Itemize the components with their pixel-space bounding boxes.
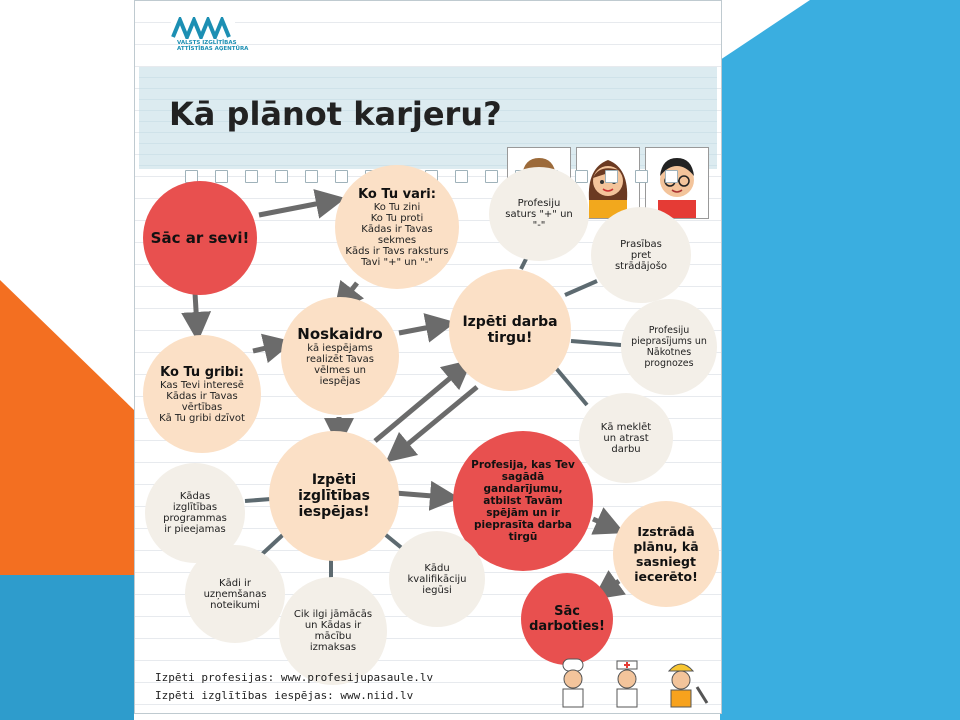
education-node	[269, 431, 399, 561]
logo-text-2: ATTĪSTĪBAS AĢENTŪRA	[177, 46, 249, 52]
act-label: Sāc darboties!	[529, 604, 605, 634]
profession-label: Profesija, kas Tev sagādā gandarījumu, atbilst Tavām spējām un ir pieprasīta darba tirgū	[471, 459, 575, 543]
clarify-line: kā iespējams	[307, 343, 373, 354]
act-node	[521, 573, 613, 665]
chef-icon	[563, 659, 583, 707]
line-market-findjob	[555, 367, 587, 405]
logo-text-1: VALSTS IZGLĪTĪBAS	[177, 40, 237, 46]
findjob-node	[579, 393, 673, 483]
arrow-clarify-to-market	[399, 325, 441, 333]
want-line: Kas Tevi interesē	[160, 379, 244, 391]
blue-left-shape	[0, 575, 134, 720]
infographic-sheet	[134, 0, 722, 714]
clarify-line: vēlmes un	[314, 365, 366, 376]
clarify-line: iespējas	[319, 376, 361, 387]
page-title: Kā plānot karjeru?	[169, 95, 502, 133]
want-line: Kā Tu gribi dzīvot	[159, 412, 245, 424]
line-education-programs	[245, 499, 271, 501]
arrow-education-to-profession	[395, 493, 445, 497]
admission-node	[185, 545, 285, 643]
demand-node	[621, 299, 717, 395]
clarify-line: realizēt Tavas	[305, 354, 375, 365]
admission-label: Kādi ir uzņemšanas noteikumi	[203, 577, 267, 611]
duration-node	[279, 577, 387, 685]
market-node	[449, 269, 571, 391]
builder-icon	[669, 664, 707, 707]
qualification-label: Kādu kvalifikāciju iegūsi	[407, 562, 467, 596]
start-label: Sāc ar sevi!	[150, 229, 250, 247]
findjob-label: Kā meklēt un atrast darbu	[600, 421, 652, 455]
start-node	[143, 181, 257, 295]
nurse-icon	[617, 661, 637, 707]
footer-link-education[interactable]: Izpēti izglītības iespējas: www.niid.lv	[155, 689, 414, 702]
want-node	[143, 335, 261, 453]
can-line: Ko Tu proti	[370, 212, 424, 224]
market-label: Izpēti darba tirgu!	[462, 314, 558, 346]
qualification-node	[389, 531, 485, 627]
duration-label: Cik ilgi jāmācās un Kādas ir mācību izmaksas	[293, 609, 373, 653]
requirements-label: Prasības pret strādājošo	[614, 238, 668, 272]
arrow-start-to-want	[195, 293, 197, 327]
footer-link-professions[interactable]: Izpēti profesijas: www.profesijupasaule.lv	[155, 671, 434, 684]
content-node	[489, 167, 589, 261]
workers-illustration	[555, 657, 715, 709]
arrow-start-to-can	[259, 201, 331, 215]
plan-label: Izstrādā plānu, kā sasniegt iecerēto!	[633, 524, 699, 584]
education-label: Izpēti izglītības iespējas!	[298, 472, 370, 520]
can-line: Kādas ir Tavas sekmes	[361, 223, 433, 246]
want-heading: Ko Tu gribi:	[160, 364, 244, 380]
demand-label: Profesiju pieprasījums un Nākotnes prognozes	[631, 325, 707, 369]
line-market-demand	[571, 341, 621, 345]
want-line: Kādas ir Tavas vērtības	[166, 390, 238, 413]
clarify-node	[281, 297, 399, 415]
can-line: Ko Tu zini	[373, 201, 421, 213]
can-node	[335, 165, 459, 289]
plan-node	[613, 501, 719, 607]
requirements-node	[591, 207, 691, 303]
arrow-market-to-education	[397, 387, 477, 453]
arrow-profession-to-plan	[593, 519, 611, 527]
programs-label: Kādas izglītības programmas ir pieejamas	[163, 491, 227, 535]
arrow-plan-to-act	[605, 581, 619, 591]
blue-corner-shape	[720, 0, 960, 720]
content-label: Profesiju saturs "+" un "-"	[505, 197, 573, 231]
can-line: Kāds ir Tavs raksturs	[345, 245, 449, 257]
arrow-want-to-clarify	[253, 345, 279, 351]
clarify-heading: Noskaidro	[297, 325, 383, 343]
line-market-requirements	[565, 281, 597, 295]
can-line: Tavi "+" un "-"	[361, 256, 433, 268]
can-heading: Ko Tu vari:	[358, 186, 436, 202]
